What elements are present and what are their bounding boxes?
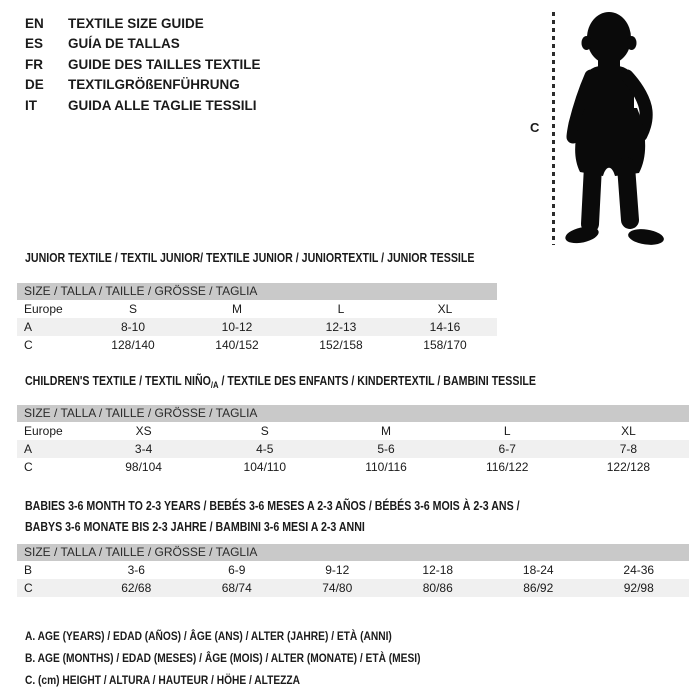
table-cell: 24-36 — [623, 563, 655, 577]
row-label: Europe — [24, 302, 63, 316]
row-label: C — [24, 460, 33, 474]
table-cell: L — [503, 424, 511, 438]
language-code: FR — [25, 56, 43, 72]
table-row — [17, 336, 497, 354]
table-cell: 128/140 — [111, 338, 155, 352]
section-heading-children — [25, 374, 536, 390]
table-row — [17, 422, 689, 440]
table-cell: 158/170 — [423, 338, 467, 352]
table-cell: 80/86 — [422, 581, 453, 595]
table-cell: 92/98 — [623, 581, 654, 595]
table-cell: M — [232, 302, 242, 316]
language-code: ES — [25, 36, 44, 52]
table-cell: 98/104 — [125, 460, 162, 474]
language-list — [25, 13, 261, 116]
table-cell: S — [260, 424, 269, 438]
footnote-c: C. (cm) HEIGHT / ALTURA / HAUTEUR / HÖHE / ALTEZZA — [25, 673, 301, 687]
language-row — [25, 13, 261, 34]
table-header-band: SIZE / TALLA / TAILLE / GRÖSSE / TAGLIA — [17, 283, 497, 300]
table-row — [17, 318, 497, 336]
table-cell: 104/110 — [243, 460, 287, 474]
row-label: C — [24, 338, 33, 352]
table-cell: 74/80 — [322, 581, 353, 595]
table-cell: 12-18 — [422, 563, 454, 577]
table-cell: L — [337, 302, 345, 316]
footnotes — [25, 625, 421, 691]
table-cell: XS — [135, 424, 152, 438]
table-row — [17, 579, 689, 597]
language-title: GUIDE DES TAILLES TEXTILE — [68, 56, 261, 72]
table-cell: 8-10 — [120, 320, 146, 334]
size-table-babies — [17, 544, 689, 597]
row-label: Europe — [24, 424, 63, 438]
table-cell: 122/128 — [606, 460, 651, 474]
table-header-band: SIZE / TALLA / TAILLE / GRÖSSE / TAGLIA — [17, 405, 689, 422]
table-cell: 7-8 — [619, 442, 638, 456]
row-label: A — [24, 320, 33, 334]
heading-line: BABIES 3-6 MONTH TO 2-3 YEARS / BEBÉS 3-6 MESES A 2-3 AÑOS / BÉBÉS 3-6 MOIS À 2-3 ANS / — [25, 499, 520, 513]
table-cell: 14-16 — [429, 320, 461, 334]
footnote-a: A. AGE (YEARS) / EDAD (AÑOS) / ÂGE (ANS) / ALTER (JAHRE) / ETÀ (ANNI) — [25, 629, 392, 643]
table-cell: 10-12 — [221, 320, 253, 334]
language-code: IT — [25, 97, 37, 113]
table-cell: S — [128, 302, 137, 316]
heading-subscript: /A — [210, 380, 219, 390]
language-row — [25, 54, 261, 75]
size-table-children — [17, 405, 689, 476]
language-title: GUÍA DE TALLAS — [68, 36, 180, 52]
table-cell: 3-6 — [127, 563, 145, 577]
heading-line: BABYS 3-6 MONATE BIS 2-3 JAHRE / BAMBINI 3-6 MESI A 2-3 ANNI — [25, 520, 365, 534]
row-label: B — [24, 563, 33, 577]
heading-text: CHILDREN'S TEXTILE / TEXTIL NIÑO — [25, 374, 211, 388]
table-cell: 62/68 — [121, 581, 152, 595]
language-row — [25, 34, 261, 55]
language-row — [25, 75, 261, 96]
table-cell: 18-24 — [522, 563, 554, 577]
language-title: GUIDA ALLE TAGLIE TESSILI — [68, 97, 257, 113]
footnote-b: B. AGE (MONTHS) / EDAD (MESES) / ÂGE (MOIS) / ALTER (MONATE) / ETÀ (MESI) — [25, 651, 421, 665]
table-cell: 86/92 — [523, 581, 554, 595]
row-label: A — [24, 442, 33, 456]
table-row — [17, 440, 689, 458]
table-cell: 6-9 — [228, 563, 246, 577]
table-row — [17, 300, 497, 318]
section-heading-babies — [25, 496, 520, 538]
table-cell: 152/158 — [319, 338, 363, 352]
table-cell: 12-13 — [325, 320, 357, 334]
table-cell: 6-7 — [498, 442, 516, 456]
table-cell: 68/74 — [221, 581, 252, 595]
section-heading-junior: JUNIOR TEXTILE / TEXTIL JUNIOR/ TEXTILE JUNIOR / JUNIORTEXTIL / JUNIOR TESSILE — [25, 251, 475, 265]
table-cell: 3-4 — [134, 442, 153, 456]
table-cell: XL — [437, 302, 453, 316]
table-cell: 140/152 — [215, 338, 259, 352]
heading-text: / TEXTILE DES ENFANTS / KINDERTEXTIL / BAMBINI TESSILE — [218, 374, 536, 388]
table-cell: 5-6 — [377, 442, 395, 456]
table-cell: 110/116 — [365, 460, 407, 474]
table-cell: XL — [621, 424, 636, 438]
language-title: TEXTILGRÖßENFÜHRUNG — [68, 77, 240, 93]
size-table-junior — [17, 283, 497, 354]
row-label: C — [24, 581, 33, 595]
language-row — [25, 95, 261, 116]
language-code: EN — [25, 15, 44, 31]
table-row — [17, 561, 689, 579]
table-cell: 116/122 — [485, 460, 529, 474]
height-measure-line — [552, 12, 555, 245]
table-cell: M — [381, 424, 391, 438]
table-header-band: SIZE / TALLA / TAILLE / GRÖSSE / TAGLIA — [17, 544, 689, 561]
language-code: DE — [25, 77, 44, 93]
language-title: TEXTILE SIZE GUIDE — [68, 15, 204, 31]
baby-silhouette-icon — [560, 8, 688, 248]
table-cell: 9-12 — [325, 563, 350, 577]
height-measure-label: C — [530, 120, 540, 135]
table-cell: 4-5 — [256, 442, 274, 456]
table-row — [17, 458, 689, 476]
